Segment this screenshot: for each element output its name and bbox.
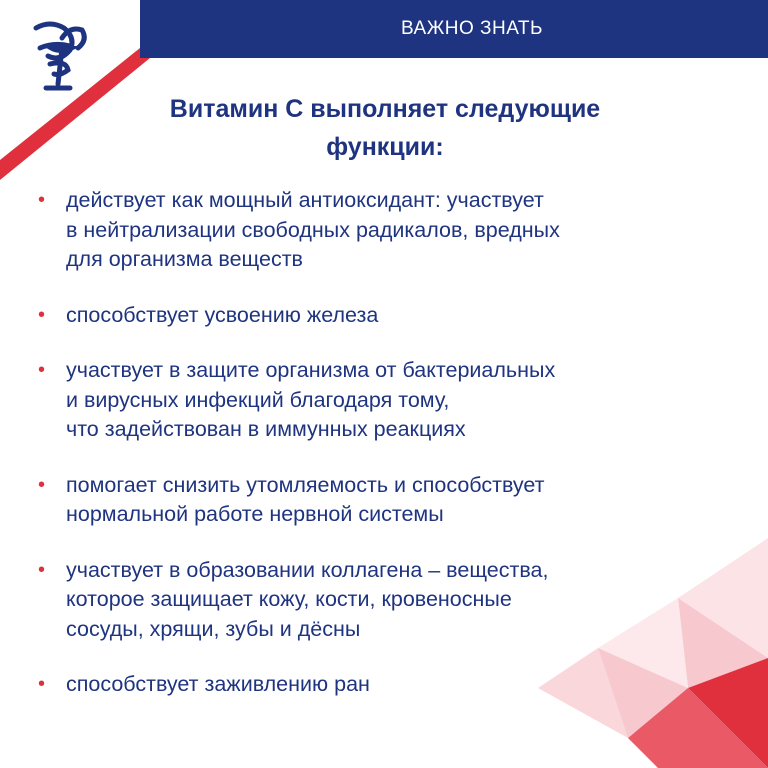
list-item xyxy=(36,356,716,445)
bullet-icon: • xyxy=(38,189,46,211)
page-title: Витамин С выполняет следующие функции: xyxy=(169,95,601,161)
bullet-icon: • xyxy=(38,673,46,695)
list-item-text: участвует в защите организма от бактериальных и вирусных инфекций благодаря тому, что задействован в иммунных реакциях xyxy=(66,358,556,441)
list-item-text: способствует усвоению железа xyxy=(66,302,379,327)
list-item-text: действует как мощный антиоксидант: участвует в нейтрализации свободных радикалов, вредных для организма веществ xyxy=(66,188,560,271)
bullet-icon: • xyxy=(38,359,46,381)
header-label: ВАЖНО ЗНАТЬ xyxy=(401,18,543,39)
list-item-text: способствует заживлению ран xyxy=(66,672,370,696)
list-item-text: участвует в образовании коллагена – вещества, которое защищает кожу, кости, кровеносные сосуды, хрящи, зубы и дёсны xyxy=(66,557,549,641)
list-item xyxy=(36,471,716,530)
bullet-icon: • xyxy=(38,558,46,581)
bullet-icon: • xyxy=(38,473,46,496)
header-bar xyxy=(140,0,768,58)
list-item-text: помогает снизить утомляемость и способствует нормальной работе нервной системы xyxy=(66,472,545,526)
list-item xyxy=(36,186,716,275)
list-item xyxy=(36,301,716,331)
triangle-decoration xyxy=(538,538,768,768)
bullet-icon: • xyxy=(38,303,46,326)
bowl-of-hygieia-icon xyxy=(30,18,94,96)
